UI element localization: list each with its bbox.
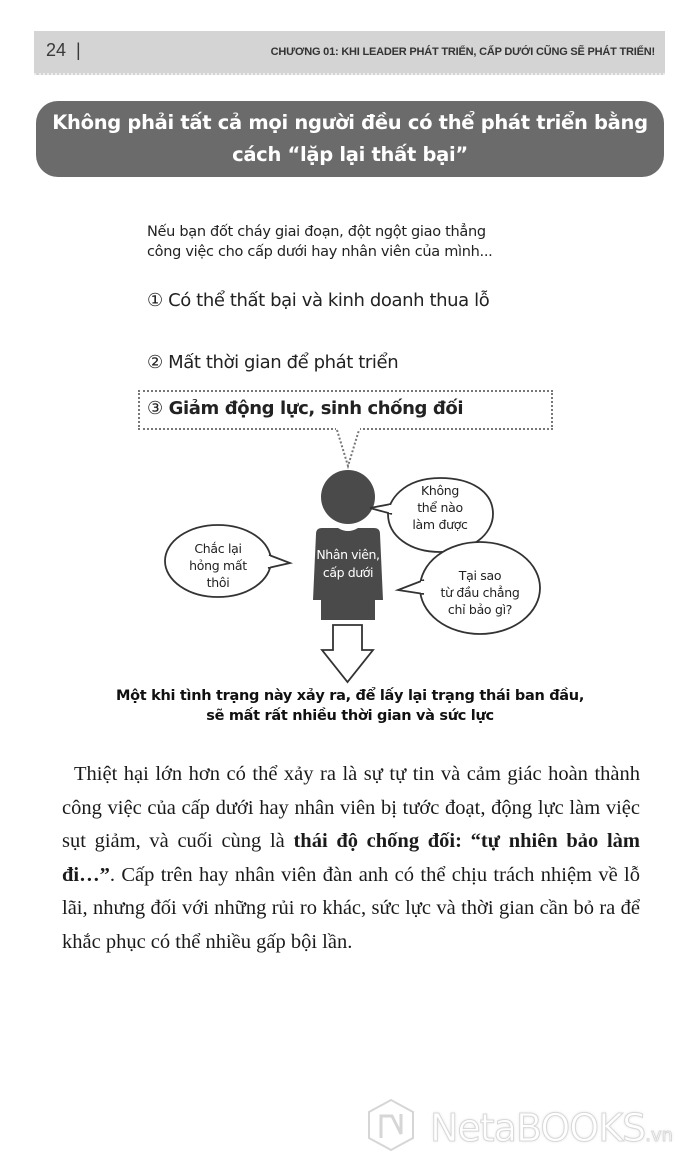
bubble-line: hỏng mất	[189, 558, 247, 573]
diagram-conclusion	[60, 686, 640, 726]
section-title-line2: cách “lặp lại thất bại”	[232, 143, 468, 166]
watermark-suffix: .vn	[645, 1125, 674, 1146]
body-text-part2: . Cấp trên hay nhân viên đàn anh có thể chịu trách nhiệm về lỗ lãi, nhưng đối với những rủi ro khác, sức lực và thời gian cần bỏ ra để khắc phục có thể nhiều gấp bội lần.	[62, 863, 640, 953]
circled-number-2: ②	[147, 352, 163, 373]
circled-number-1: ①	[147, 290, 163, 311]
bubble-line: làm được	[412, 517, 468, 532]
chapter-title: CHƯƠNG 01: KHI LEADER PHÁT TRIỂN, CẤP DƯỚI CŨNG SẼ PHÁT TRIỂN!	[270, 46, 655, 58]
person-label	[306, 546, 390, 582]
bubble-line: thôi	[206, 575, 230, 590]
speech-bubble-2-text	[168, 540, 268, 591]
diagram-intro-line1: Nếu bạn đốt cháy giai đoạn, đột ngột giao thẳng	[147, 224, 486, 240]
body-text-bold: thái độ chống đối: “tự nhiên bảo làm đi…”	[62, 830, 640, 886]
section-title-line1: Không phải tất cả mọi người đều có thể phát triển bằng	[52, 111, 648, 134]
bubble-line: chỉ bảo gì?	[447, 602, 513, 617]
bubble-line: Chắc lại	[194, 541, 242, 556]
bubble-line: thể nào	[417, 500, 463, 515]
person-icon	[313, 470, 383, 620]
person-label-line2: cấp dưới	[322, 565, 374, 580]
body-text-part1: Thiệt hại lớn hơn có thể xảy ra là sự tự tin và cảm giác hoàn thành công việc của cấp dưới hay nhân viên bị tước đoạt, động lực làm việc sụt giảm, và cuối cùng là	[62, 763, 640, 852]
bubble-line: Tại sao	[458, 568, 502, 583]
callout-pointer	[336, 428, 360, 466]
diagram-intro-line2: công việc cho cấp dưới hay nhân viên của mình...	[147, 244, 493, 260]
watermark-text	[430, 1106, 673, 1150]
consequence-text: Giảm động lực, sinh chống đối	[168, 398, 464, 419]
bubble-line: Không	[420, 483, 460, 498]
conclusion-line2: sẽ mất rất nhiều thời gian và sức lực	[206, 708, 494, 724]
speech-bubble-3-text	[428, 567, 532, 618]
consequence-text: Mất thời gian để phát triển	[168, 352, 399, 373]
person-label-line1: Nhân viên,	[316, 547, 380, 562]
header-separator: |	[76, 40, 81, 60]
speech-bubble-1-text	[394, 482, 486, 533]
netabooks-watermark	[362, 1096, 692, 1162]
body-paragraph	[62, 758, 640, 959]
bubble-line: từ đầu chẳng	[440, 585, 520, 600]
circled-number-3: ③	[147, 398, 163, 419]
consequence-text: Có thể thất bại và kinh doanh thua lỗ	[168, 290, 490, 311]
conclusion-line1: Một khi tình trạng này xảy ra, để lấy lại trạng thái ban đầu,	[115, 688, 585, 704]
page-number: 24	[46, 40, 67, 60]
down-arrow-icon	[322, 625, 373, 682]
watermark-brand: NetaBOOKS	[430, 1106, 646, 1150]
